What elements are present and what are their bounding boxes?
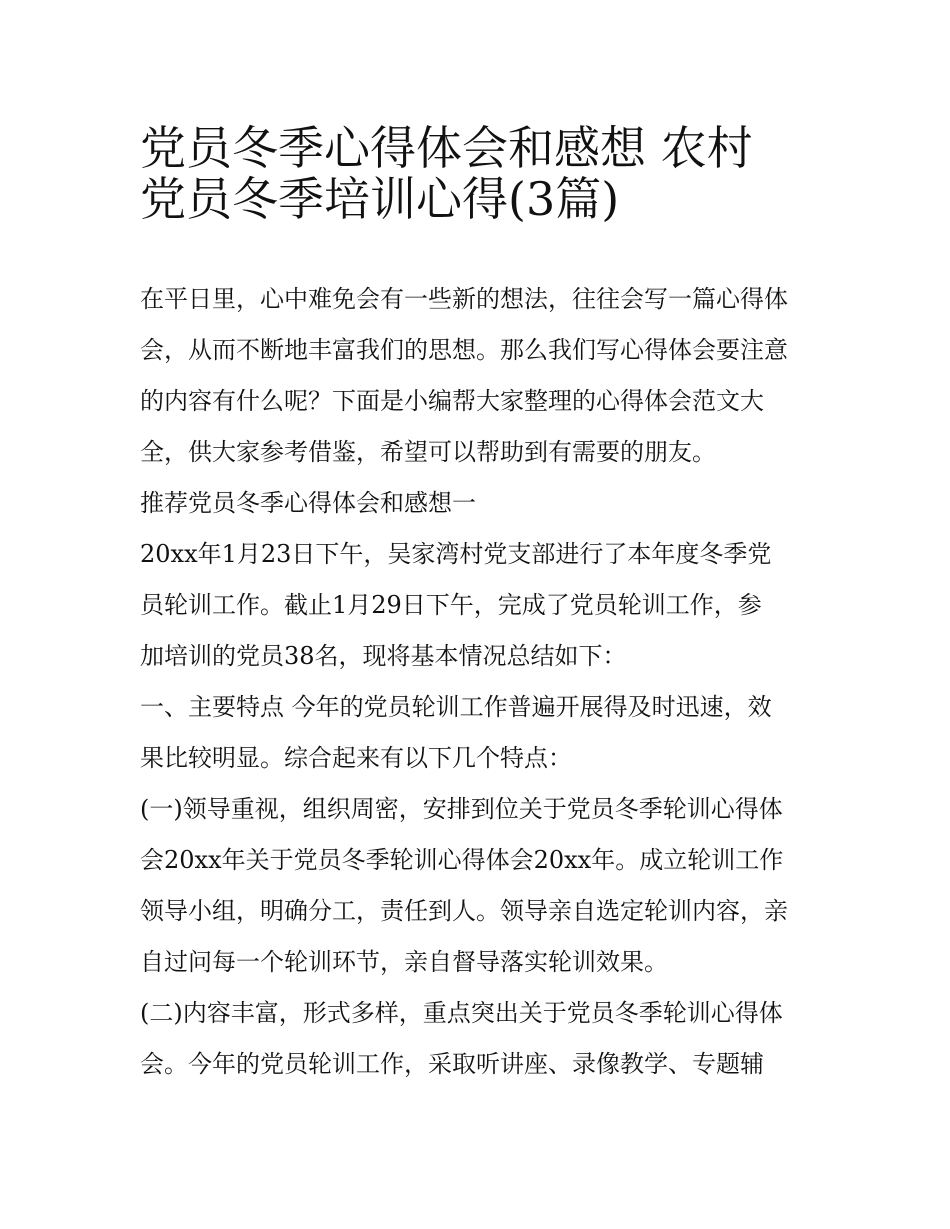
body-line: 会，从而不断地丰富我们的思想。那么我们写心得体会要注意	[140, 336, 788, 364]
body-line: 20xx年1月23日下午，吴家湾村党支部进行了本年度冬季党	[140, 540, 772, 568]
body-line: (一)领导重视，组织周密，安排到位关于党员冬季轮训心得体	[140, 795, 783, 823]
body-line: 领导小组，明确分工，责任到人。领导亲自选定轮训内容，亲	[140, 897, 788, 925]
body-line: 的内容有什么呢？下面是小编帮大家整理的心得体会范文大	[140, 387, 764, 415]
body-line: 自过问每一个轮训环节，亲自督导落实轮训效果。	[140, 948, 668, 976]
document-body	[140, 274, 820, 1090]
body-line: 会。今年的党员轮训工作，采取听讲座、录像教学、专题辅	[140, 1050, 764, 1078]
body-line: 会20xx年关于党员冬季轮训心得体会20xx年。成立轮训工作	[140, 846, 784, 874]
body-line: 一、主要特点 今年的党员轮训工作普遍开展得及时迅速，效	[140, 693, 772, 721]
body-line: 全，供大家参考借鉴，希望可以帮助到有需要的朋友。	[140, 438, 716, 466]
body-line: 员轮训工作。截止1月29日下午，完成了党员轮训工作，参	[140, 591, 762, 619]
body-line: 加培训的党员38名，现将基本情况总结如下：	[140, 642, 627, 670]
document-title	[140, 114, 820, 226]
body-line: 果比较明显。综合起来有以下几个特点：	[140, 744, 572, 772]
section-heading: 推荐党员冬季心得体会和感想一	[140, 489, 476, 517]
title-line-2: 党员冬季培训心得(3篇)	[140, 172, 620, 226]
body-line: 在平日里，心中难免会有一些新的想法，往往会写一篇心得体	[140, 285, 788, 313]
title-line-1: 党员冬季心得体会和感想 农村	[140, 121, 753, 175]
body-line: (二)内容丰富，形式多样，重点突出关于党员冬季轮训心得体	[140, 999, 783, 1027]
